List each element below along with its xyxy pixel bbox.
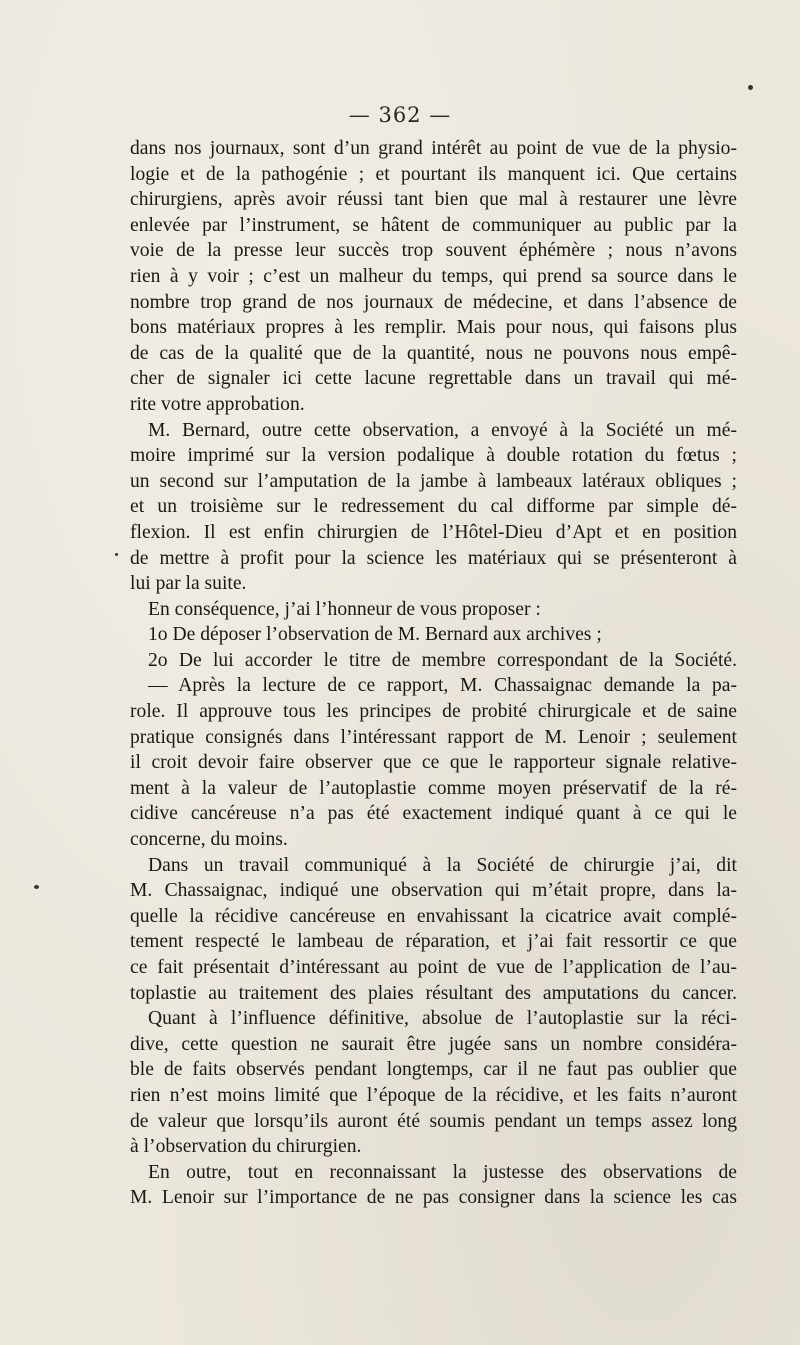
text-line: dive, cette question ne saurait être jugée sans un nombre considéra- — [130, 1033, 737, 1055]
text-line: de cas de la qualité que de la quantité, nous ne pouvons nous empê- — [130, 342, 737, 364]
text-line: flexion. Il est enfin chirurgien de l’Hôtel-Dieu d’Apt et en position — [130, 521, 737, 543]
text-line: Dans un travail communiqué à la Société de chirurgie j’ai, dit — [148, 854, 737, 876]
text-line: de mettre à profit pour la science les matériaux qui se présenteront à — [130, 547, 737, 569]
text-line: ment à la valeur de l’autoplastie comme moyen préservatif de la ré- — [130, 777, 737, 799]
paper-speck — [115, 553, 118, 556]
page-number: — 362 — — [348, 103, 452, 127]
text-line: et un troisième sur le redressement du cal difforme par simple dé- — [130, 496, 737, 518]
text-line: — Après la lecture de ce rapport, M. Chassaignac demande la pa- — [148, 675, 737, 697]
text-line: Quant à l’influence définitive, absolue de l’autoplastie sur la réci- — [148, 1008, 737, 1030]
text-line: logie et de la pathogénie ; et pourtant ils manquent ici. Que certains — [130, 163, 737, 185]
text-line: lui par la suite. — [130, 573, 247, 595]
body-text — [130, 136, 737, 1211]
text-line: de valeur que lorsqu’ils auront été soumis pendant un temps assez long — [130, 1110, 737, 1132]
text-line: rien à y voir ; c’est un malheur du temps, qui prend sa source dans le — [130, 265, 737, 287]
paper-speck — [34, 885, 39, 889]
text-line: tement respecté le lambeau de réparation, et j’ai fait ressortir ce que — [130, 931, 737, 953]
text-line: rite votre approbation. — [130, 393, 305, 415]
text-line: chirurgiens, après avoir réussi tant bien que mal à restaurer une lèvre — [130, 189, 737, 211]
text-line: enlevée par l’instrument, se hâtent de communiquer au public par la — [130, 214, 737, 236]
text-line: rien n’est moins limité que l’époque de la récidive, et les faits n’auront — [130, 1084, 737, 1106]
text-line: bons matériaux propres à les remplir. Mais pour nous, qui faisons plus — [130, 317, 737, 339]
text-line: il croit devoir faire observer que ce que le rapporteur signale relative- — [130, 752, 737, 774]
text-line: M. Chassaignac, indiqué une observation qui m’était propre, dans la- — [130, 880, 737, 902]
text-line: un second sur l’amputation de la jambe à lambeaux latéraux obliques ; — [130, 470, 737, 492]
text-line: ble de faits observés pendant longtemps, car il ne faut pas oublier que — [130, 1059, 737, 1081]
text-line: cidive cancéreuse n’a pas été exactement indiqué quant à ce qui le — [130, 803, 737, 825]
text-line: voie de la presse leur succès trop souvent éphémère ; nous n’avons — [130, 240, 737, 262]
text-line: nombre trop grand de nos journaux de médecine, et dans l’absence de — [130, 291, 737, 313]
text-line: moire imprimé sur la version podalique à double rotation du fœtus ; — [130, 445, 737, 467]
text-line: En outre, tout en reconnaissant la justesse des observations de — [148, 1161, 737, 1183]
text-line: role. Il approuve tous les principes de probité chirurgicale et de saine — [130, 701, 737, 723]
text-line: ce fait présentait d’intéressant au point de vue de l’application de l’au- — [130, 957, 737, 978]
text-line: à l’observation du chirurgien. — [130, 1136, 362, 1158]
text-line: toplastie au traitement des plaies résultant des amputations du cancer. — [130, 982, 737, 1004]
paper-speck — [748, 85, 753, 90]
text-line: concerne, du moins. — [130, 829, 288, 851]
text-line: M. Bernard, outre cette observation, a envoyé à la Société un mé- — [148, 419, 737, 441]
text-line: 2o De lui accorder le titre de membre correspondant de la Société. — [148, 649, 737, 671]
text-line: En conséquence, j’ai l’honneur de vous proposer : — [148, 598, 541, 620]
text-line: M. Lenoir sur l’importance de ne pas consigner dans la science les cas — [130, 1187, 737, 1209]
text-line: cher de signaler ici cette lacune regrettable dans un travail qui mé- — [130, 368, 737, 390]
text-line: pratique consignés dans l’intéressant rapport de M. Lenoir ; seulement — [130, 726, 737, 748]
text-line: quelle la récidive cancéreuse en envahissant la cicatrice avait complé- — [130, 905, 737, 927]
text-line: 1o De déposer l’observation de M. Bernard aux archives ; — [148, 624, 602, 646]
text-line: dans nos journaux, sont d’un grand intérêt au point de vue de la physio- — [130, 138, 737, 159]
